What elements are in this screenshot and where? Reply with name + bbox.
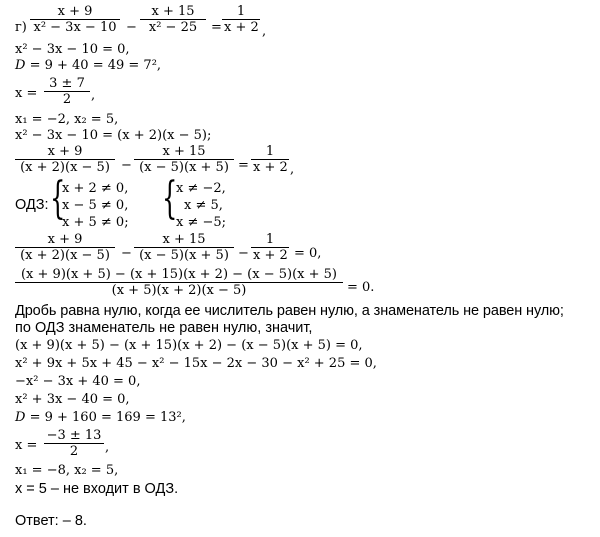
- denominator: 2: [44, 91, 90, 107]
- operator: =: [211, 20, 222, 35]
- explanation-text: по ОДЗ знаменатель не равен нулю, значит,: [15, 320, 313, 336]
- operator: −: [126, 20, 137, 35]
- fraction: [222, 4, 260, 35]
- condition: x ≠ −5;: [176, 215, 227, 230]
- expression: = 9 + 40 = 49 = 7²,: [25, 58, 162, 73]
- operator: −: [121, 246, 132, 261]
- fraction: [134, 144, 234, 175]
- condition: x − 5 ≠ 0,: [62, 198, 129, 213]
- numerator: x + 15: [162, 144, 206, 159]
- math-line: [15, 410, 186, 426]
- numerator: (x + 9)(x + 5) − (x + 15)(x + 2) − (x − 5)(x + 5): [20, 267, 337, 282]
- numerator: x + 9: [57, 4, 93, 19]
- numerator: x + 9: [47, 232, 83, 247]
- condition-system: [62, 180, 129, 231]
- numerator: x + 15: [162, 232, 206, 247]
- math-line: [15, 58, 161, 74]
- answer-text: Ответ: – 8.: [15, 513, 87, 529]
- denominator: x + 2: [253, 160, 288, 175]
- math-line: x² − 3x − 10 = 0,: [15, 42, 130, 57]
- expression: = 0.: [347, 280, 375, 295]
- domain-label: ОДЗ:: [15, 197, 49, 213]
- discriminant-symbol: D: [15, 58, 26, 73]
- condition: x + 5 ≠ 0;: [62, 215, 129, 230]
- operator: −: [238, 246, 249, 261]
- condition: x + 2 ≠ 0,: [62, 181, 129, 196]
- fraction: [44, 76, 90, 107]
- fraction: [15, 144, 115, 175]
- math-line: x² + 9x + 5x + 45 − x² − 15x − 2x − 30 − x² + 25 = 0,: [15, 356, 377, 371]
- condition-system: [176, 180, 226, 231]
- fraction: [15, 267, 343, 298]
- denominator: (x − 5)(x + 5): [134, 247, 234, 263]
- numerator: −3 ± 13: [46, 428, 102, 443]
- explanation-text: Дробь равна нулю, когда ее числитель равен нулю, а знаменатель не равен нулю;: [15, 303, 564, 319]
- left-brace-icon: {: [162, 173, 178, 224]
- math-line: x² + 3x − 40 = 0,: [15, 392, 130, 407]
- denominator: (x − 5)(x + 5): [134, 159, 234, 175]
- punctuation: ,: [105, 440, 110, 455]
- math-line: x² − 3x − 10 = (x + 2)(x − 5);: [15, 128, 212, 143]
- denominator: x² − 25: [140, 19, 206, 35]
- denominator: (x + 2)(x − 5): [15, 159, 115, 175]
- numerator: 1: [265, 232, 275, 247]
- discriminant-symbol: D: [15, 410, 26, 425]
- numerator: x + 9: [47, 144, 83, 159]
- numerator: 1: [236, 4, 246, 19]
- denominator: (x + 5)(x + 2)(x − 5): [15, 282, 343, 298]
- math-line: x₁ = −8, x₂ = 5,: [15, 463, 119, 478]
- fraction: [134, 232, 234, 263]
- expression: x =: [15, 86, 38, 101]
- operator: =: [238, 158, 249, 173]
- denominator: (x + 2)(x − 5): [15, 247, 115, 263]
- expression: x =: [15, 438, 38, 453]
- denominator: x² − 3x − 10: [30, 19, 120, 35]
- punctuation: ,: [290, 162, 295, 177]
- numerator: 1: [265, 144, 275, 159]
- fraction: [44, 428, 104, 459]
- denominator: x + 2: [253, 248, 288, 263]
- math-line: −x² − 3x + 40 = 0,: [15, 374, 141, 389]
- condition: x ≠ 5,: [184, 198, 223, 213]
- math-line: x₁ = −2, x₂ = 5,: [15, 112, 119, 127]
- fraction: [251, 144, 289, 175]
- conclusion-text: x = 5 – не входит в ОДЗ.: [15, 481, 179, 497]
- fraction: [15, 232, 115, 263]
- numerator: 3 ± 7: [49, 76, 85, 91]
- condition: x ≠ −2,: [176, 181, 226, 196]
- left-brace-icon: {: [50, 173, 66, 224]
- expression: = 9 + 160 = 169 = 13²,: [25, 410, 186, 425]
- numerator: x + 15: [151, 4, 195, 19]
- math-line: (x + 9)(x + 5) − (x + 15)(x + 2) − (x − 5)(x + 5) = 0,: [15, 338, 363, 353]
- expression: = 0,: [294, 246, 322, 261]
- operator: −: [121, 158, 132, 173]
- denominator: 2: [44, 443, 104, 459]
- fraction: [251, 232, 289, 263]
- punctuation: ,: [91, 88, 96, 103]
- denominator: x + 2: [224, 20, 259, 35]
- punctuation: ,: [262, 24, 267, 39]
- item-label: г): [15, 20, 27, 35]
- fraction: [30, 4, 120, 35]
- fraction: [140, 4, 206, 35]
